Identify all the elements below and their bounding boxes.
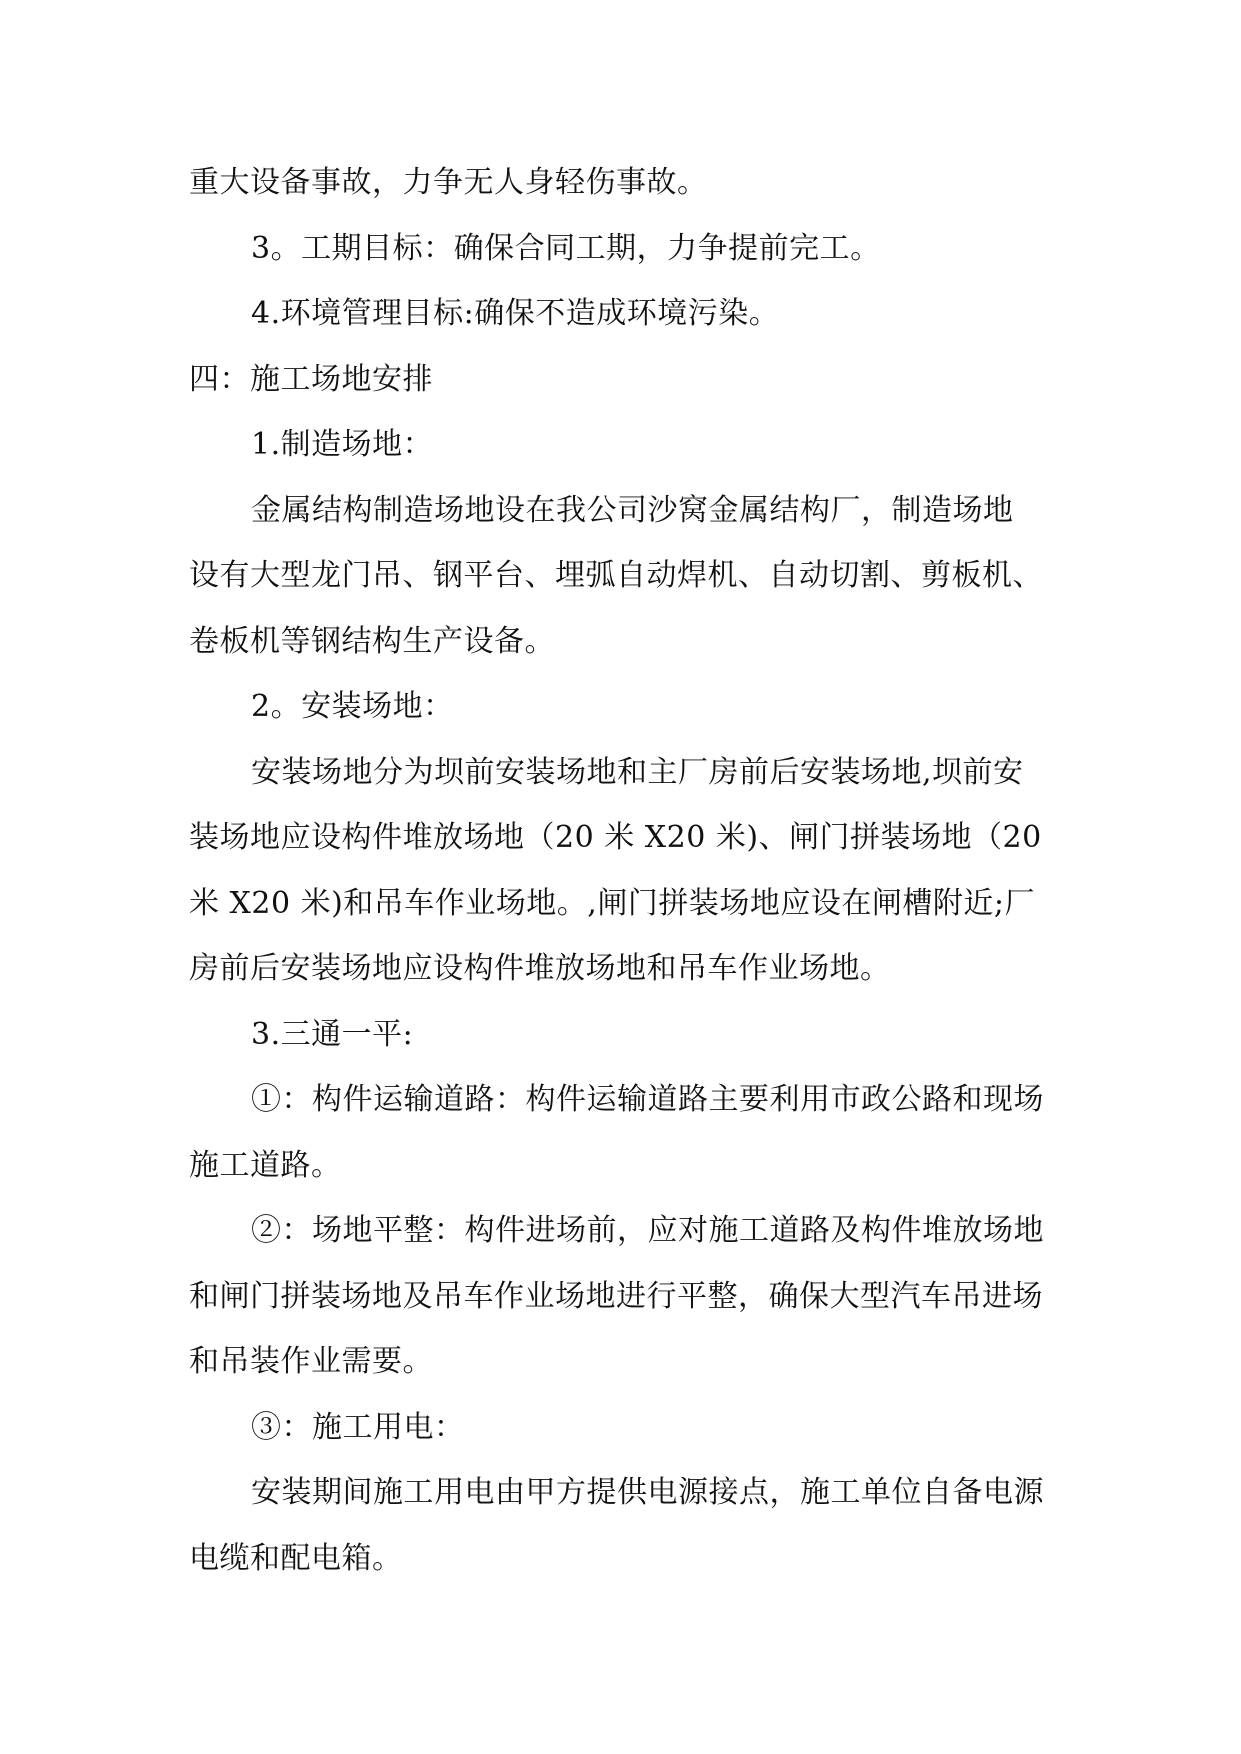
text-line: 安装期间施工用电由甲方提供电源接点，施工单位自备电源 xyxy=(251,1475,1044,1510)
text-line: 和闸门拼装场地及吊车作业场地进行平整，确保大型汽车吊进场 xyxy=(189,1278,1043,1314)
text-line: 3。工期目标：确保合同工期，力争提前完工。 xyxy=(251,230,881,266)
text-line: 4.环境管理目标:确保不造成环境污染。 xyxy=(251,296,780,331)
subsection-heading: 1.制造场地： xyxy=(251,427,434,462)
subsection-heading: 2。安装场地： xyxy=(251,689,454,724)
text-line: 金属结构制造场地设在我公司沙窝金属结构厂，制造场地 xyxy=(251,492,1014,528)
text-line: 安装场地分为坝前安装场地和主厂房前后安装场地,坝前安 xyxy=(251,754,1024,790)
text-line: 装场地应设构件堆放场地（20 米 X20 米)、闸门拼装场地（20 xyxy=(189,820,1042,855)
text-line: 施工道路。 xyxy=(189,1147,342,1183)
text-line: 米 X20 米)和吊车作业场地。,闸门拼装场地应设在闸槽附近;厂 xyxy=(189,885,1035,921)
text-line: ①：构件运输道路：构件运输道路主要利用市政公路和现场 xyxy=(251,1082,1044,1117)
text-line: 重大设备事故，力争无人身轻伤事故。 xyxy=(189,165,708,200)
text-line: 电缆和配电箱。 xyxy=(189,1540,403,1576)
section-heading: 四：施工场地安排 xyxy=(189,361,433,397)
body-text xyxy=(189,150,1069,1591)
text-line: 和吊装作业需要。 xyxy=(189,1344,433,1379)
text-line: 卷板机等钢结构生产设备。 xyxy=(189,623,555,659)
text-line: ②：场地平整：构件进场前，应对施工道路及构件堆放场地 xyxy=(251,1213,1044,1248)
subsection-heading: ③：施工用电： xyxy=(251,1409,465,1445)
text-line: 设有大型龙门吊、钢平台、埋弧自动焊机、自动切割、剪板机、 xyxy=(189,558,1043,593)
text-line: 房前后安装场地应设构件堆放场地和吊车作业场地。 xyxy=(189,951,891,986)
subsection-heading: 3.三通一平: xyxy=(251,1016,414,1052)
